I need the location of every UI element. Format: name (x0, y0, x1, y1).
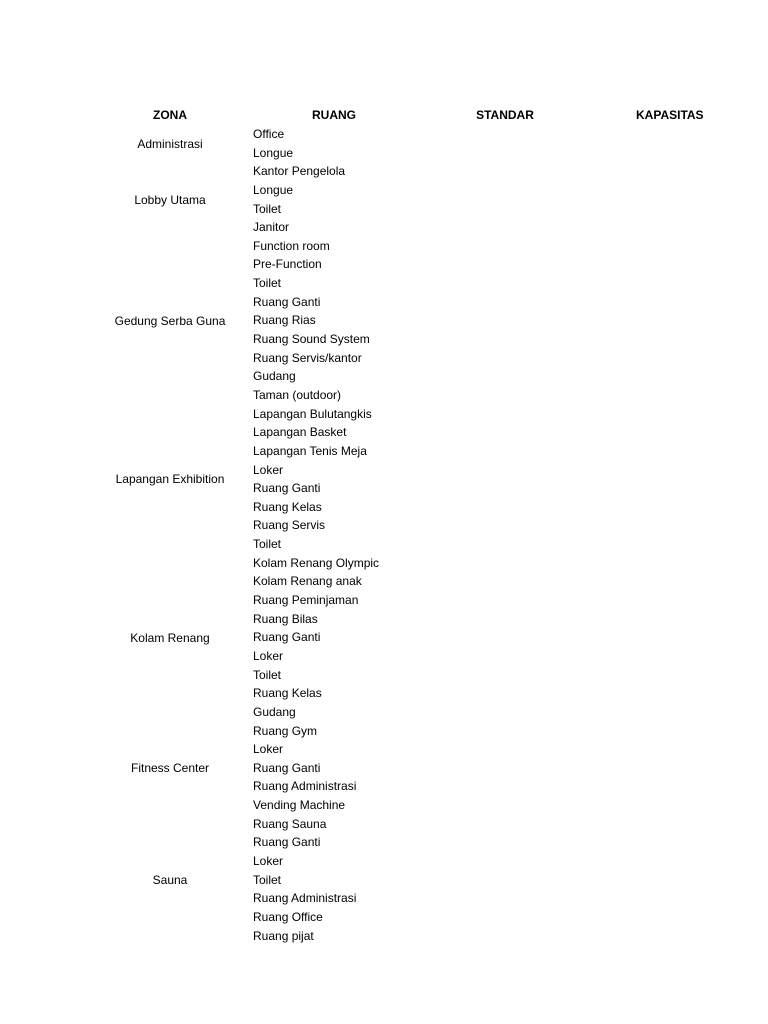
zone-label: Sauna (152, 873, 188, 888)
header-zona: ZONA (153, 108, 187, 122)
zone-label: Fitness Center (130, 761, 210, 776)
header-kapasitas: KAPASITAS (636, 108, 704, 122)
room-item: Janitor (253, 220, 290, 235)
room-item: Ruang Ganti (253, 294, 321, 309)
room-item: Taman (outdoor) (253, 387, 342, 402)
room-item: Ruang Peminjaman (253, 593, 359, 608)
zone-label: Lobby Utama (134, 192, 206, 207)
zone-label: Gedung Serba Guna (114, 313, 226, 328)
room-item: Toilet (253, 872, 282, 887)
room-item: Ruang Administrasi (253, 891, 357, 906)
room-item: Ruang Rias (253, 313, 316, 328)
room-item: Ruang Kelas (253, 686, 322, 701)
room-item: Toilet (253, 537, 282, 552)
zone-label: Kolam Renang (130, 630, 210, 645)
room-item: Toilet (253, 667, 282, 682)
room-item: Toilet (253, 276, 282, 291)
zone-label: Lapangan Exhibition (115, 472, 225, 487)
zone-label: Administrasi (137, 136, 203, 151)
room-item: Ruang Ganti (253, 760, 321, 775)
room-item: Kolam Renang anak (253, 574, 362, 589)
room-item: Gudang (253, 704, 296, 719)
room-item: Longue (253, 145, 294, 160)
room-item: Loker (253, 742, 284, 757)
room-item: Kantor Pengelola (253, 164, 346, 179)
room-item: Ruang Kelas (253, 499, 322, 514)
room-item: Lapangan Basket (253, 425, 347, 440)
room-item: Longue (253, 182, 294, 197)
room-item: Lapangan Bulutangkis (253, 406, 372, 421)
room-item: Vending Machine (253, 798, 346, 813)
header-standar: STANDAR (476, 108, 534, 122)
header-ruang: RUANG (312, 108, 356, 122)
room-item: Ruang pijat (253, 928, 314, 943)
room-item: Function room (253, 238, 330, 253)
room-item: Ruang Sauna (253, 816, 327, 831)
room-item: Ruang Administrasi (253, 779, 357, 794)
room-item: Ruang Gym (253, 723, 318, 738)
room-item: Kolam Renang Olympic (253, 555, 380, 570)
room-item: Toilet (253, 201, 282, 216)
room-item: Ruang Ganti (253, 630, 321, 645)
room-item: Gudang (253, 369, 296, 384)
room-item: Loker (253, 648, 284, 663)
room-item: Ruang Servis (253, 518, 326, 533)
room-item: Ruang Bilas (253, 611, 318, 626)
room-item: Ruang Servis/kantor (253, 350, 362, 365)
room-item: Ruang Office (253, 909, 323, 924)
ruang-column (253, 125, 443, 945)
room-item: Ruang Ganti (253, 835, 321, 850)
room-item: Loker (253, 462, 284, 477)
room-item: Office (253, 127, 285, 141)
room-item: Loker (253, 853, 284, 868)
room-item: Lapangan Tenis Meja (253, 443, 367, 458)
room-item: Ruang Sound System (253, 332, 370, 347)
room-item: Ruang Ganti (253, 481, 321, 496)
room-item: Pre-Function (253, 257, 322, 272)
